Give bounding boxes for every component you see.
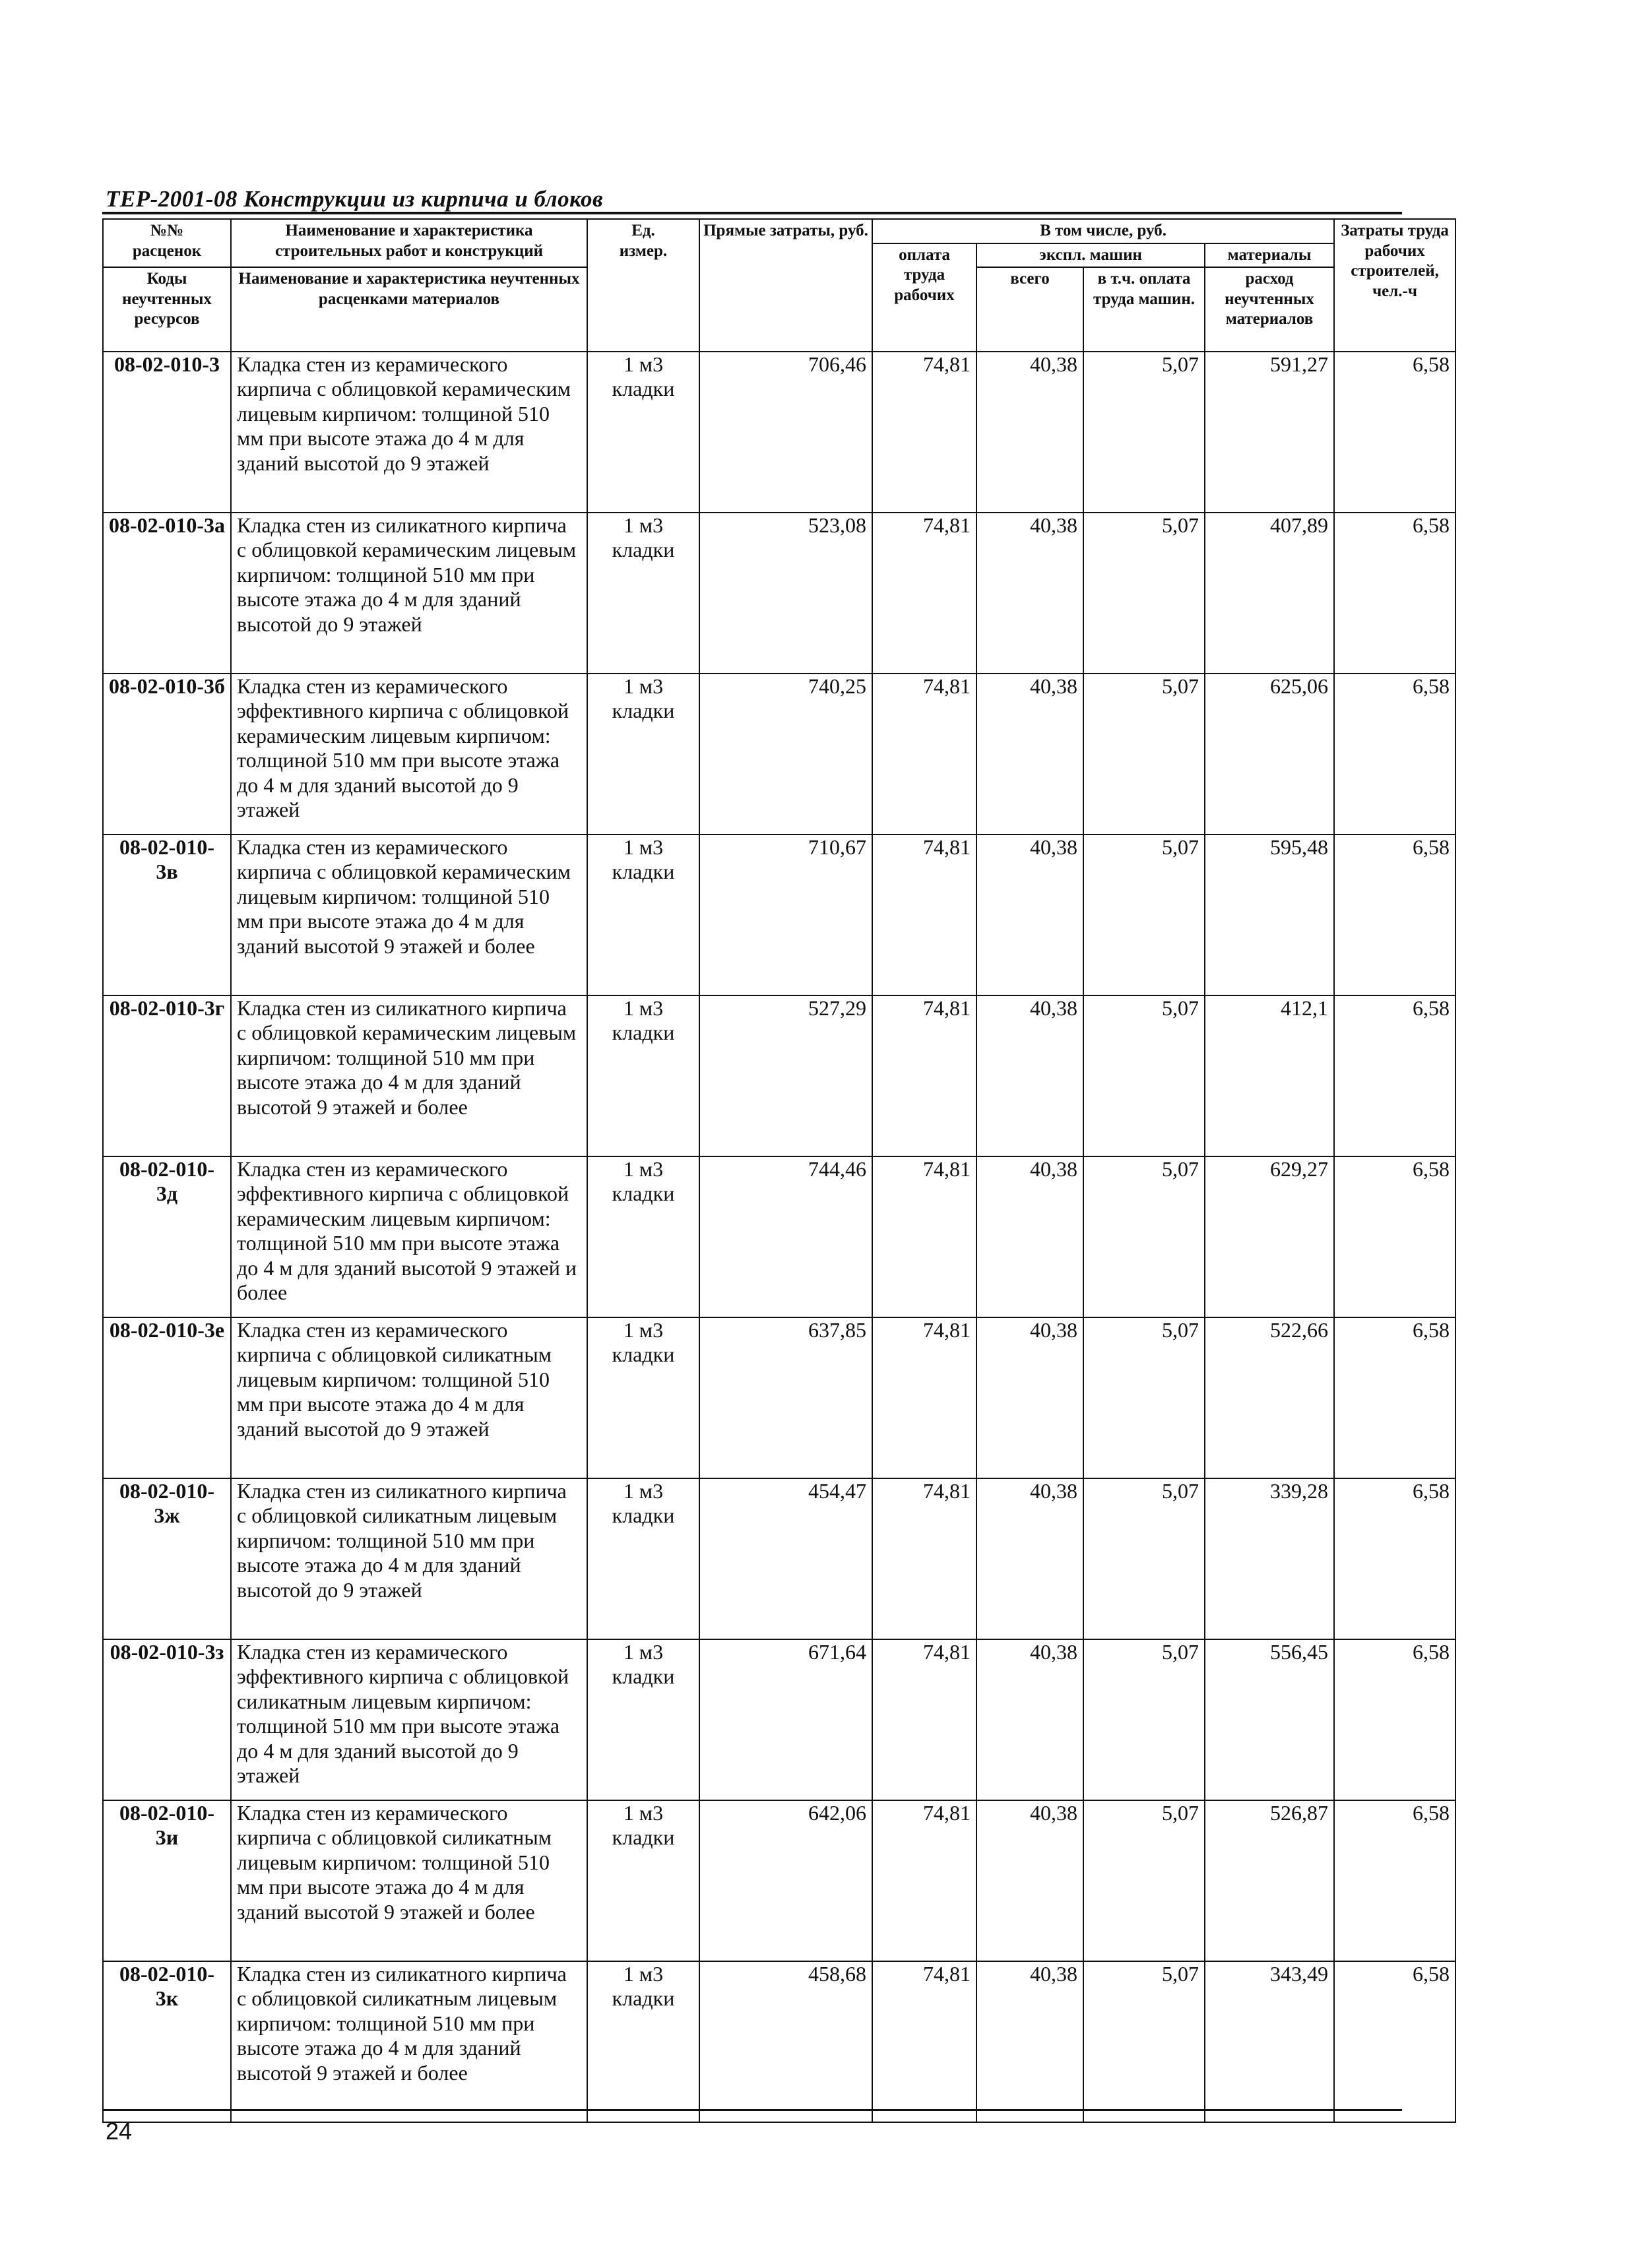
labor-pay-cell: 74,81 xyxy=(872,1156,976,1317)
table-row xyxy=(103,1800,1455,1961)
page-number: 24 xyxy=(106,2118,133,2145)
materials-cell: 407,89 xyxy=(1205,513,1334,674)
direct-costs-cell: 740,25 xyxy=(699,674,872,835)
labor-pay-cell: 74,81 xyxy=(872,1639,976,1800)
labor-hours-cell: 6,58 xyxy=(1334,1961,1455,2122)
direct-costs-cell: 710,67 xyxy=(699,835,872,995)
header-text: расценок xyxy=(132,241,202,260)
labor-hours-cell: 6,58 xyxy=(1334,1317,1455,1478)
unit-cell: 1 м3 кладки xyxy=(587,1317,699,1478)
header-cell-including: В том числе, руб. xyxy=(872,219,1334,243)
rate-code-cell: 08-02-010-3в xyxy=(103,835,231,995)
labor-pay-cell: 74,81 xyxy=(872,1800,976,1961)
machines-total-cell: 40,38 xyxy=(976,1639,1083,1800)
header-cell-rate-number xyxy=(103,219,231,267)
machines-total-cell: 40,38 xyxy=(976,1317,1083,1478)
labor-pay-cell: 74,81 xyxy=(872,674,976,835)
table-row xyxy=(103,995,1455,1156)
rate-code-cell: 08-02-010-3а xyxy=(103,513,231,674)
machines-total-cell: 40,38 xyxy=(976,674,1083,835)
labor-hours-cell: 6,58 xyxy=(1334,995,1455,1156)
table-row xyxy=(103,674,1455,835)
direct-costs-cell: 523,08 xyxy=(699,513,872,674)
table-row xyxy=(103,835,1455,995)
work-description-cell: Кладка стен из силикатного кирпича с облицовкой керамическим лицевым кирпичом: толщиной 510 мм при высоте этажа до 4 м для зданий высотой 9 этажей и более xyxy=(231,995,587,1156)
rate-code-cell: 08-02-010-3з xyxy=(103,1639,231,1800)
work-description-cell: Кладка стен из керамического эффективного кирпича с облицовкой керамическим лицевым кирпичом: толщиной 510 мм при высоте этажа до 4 м для зданий высотой 9 этажей и более xyxy=(231,1156,587,1317)
machines-labor-cell: 5,07 xyxy=(1083,995,1205,1156)
labor-hours-cell: 6,58 xyxy=(1334,1800,1455,1961)
header-text: №№ xyxy=(150,222,184,239)
unit-cell: 1 м3 кладки xyxy=(587,674,699,835)
unit-cell: 1 м3 кладки xyxy=(587,835,699,995)
machines-labor-cell: 5,07 xyxy=(1083,1800,1205,1961)
table-row xyxy=(103,1639,1455,1800)
work-description-cell: Кладка стен из керамического эффективного кирпича с облицовкой силикатным лицевым кирпичом: толщиной 510 мм при высоте этажа до 4 м для зданий высотой до 9 этажей xyxy=(231,1639,587,1800)
table-row xyxy=(103,1478,1455,1639)
direct-costs-cell: 527,29 xyxy=(699,995,872,1156)
unit-cell: 1 м3 кладки xyxy=(587,1961,699,2122)
work-description-cell: Кладка стен из силикатного кирпича с облицовкой силикатным лицевым кирпичом: толщиной 510 мм при высоте этажа до 4 м для зданий высотой до 9 этажей xyxy=(231,1478,587,1639)
unit-cell: 1 м3 кладки xyxy=(587,995,699,1156)
materials-cell: 595,48 xyxy=(1205,835,1334,995)
labor-pay-cell: 74,81 xyxy=(872,1317,976,1478)
header-cell-machines: экспл. машин xyxy=(976,243,1205,268)
header-cell-materials-name: Наименование и характеристика неучтенных расценками материалов xyxy=(231,267,587,352)
header-cell-labor-costs xyxy=(1334,219,1455,352)
direct-costs-cell: 637,85 xyxy=(699,1317,872,1478)
unit-cell: 1 м3 кладки xyxy=(587,1156,699,1317)
machines-labor-cell: 5,07 xyxy=(1083,1961,1205,2122)
table-row xyxy=(103,513,1455,674)
labor-hours-cell: 6,58 xyxy=(1334,513,1455,674)
header-text: измер. xyxy=(619,241,668,260)
header-cell-machines-total: всего xyxy=(976,267,1083,352)
labor-hours-cell: 6,58 xyxy=(1334,835,1455,995)
header-text: оплата xyxy=(899,245,950,264)
materials-cell: 339,28 xyxy=(1205,1478,1334,1639)
rate-code-cell: 08-02-010-3и xyxy=(103,1800,231,1961)
materials-cell: 522,66 xyxy=(1205,1317,1334,1478)
labor-pay-cell: 74,81 xyxy=(872,1478,976,1639)
table-row xyxy=(103,1156,1455,1317)
machines-total-cell: 40,38 xyxy=(976,1478,1083,1639)
machines-total-cell: 40,38 xyxy=(976,513,1083,674)
materials-cell: 629,27 xyxy=(1205,1156,1334,1317)
labor-pay-cell: 74,81 xyxy=(872,835,976,995)
footer-rule xyxy=(102,2109,1402,2111)
machines-labor-cell: 5,07 xyxy=(1083,674,1205,835)
materials-cell: 556,45 xyxy=(1205,1639,1334,1800)
rate-code-cell: 08-02-010-3к xyxy=(103,1961,231,2122)
machines-labor-cell: 5,07 xyxy=(1083,1317,1205,1478)
header-text: Затраты труда xyxy=(1341,222,1449,239)
work-description-cell: Кладка стен из керамического кирпича с облицовкой силикатным лицевым кирпичом: толщиной 510 мм при высоте этажа до 4 м для зданий высотой до 9 этажей xyxy=(231,1317,587,1478)
direct-costs-cell: 454,47 xyxy=(699,1478,872,1639)
unit-cell: 1 м3 кладки xyxy=(587,1800,699,1961)
materials-cell: 343,49 xyxy=(1205,1961,1334,2122)
labor-pay-cell: 74,81 xyxy=(872,352,976,513)
work-description-cell: Кладка стен из керамического кирпича с облицовкой силикатным лицевым кирпичом: толщиной 510 мм при высоте этажа до 4 м для зданий высотой 9 этажей и более xyxy=(231,1800,587,1961)
labor-hours-cell: 6,58 xyxy=(1334,674,1455,835)
labor-pay-cell: 74,81 xyxy=(872,1961,976,2122)
header-cell-materials: материалы xyxy=(1205,243,1334,268)
header-cell-labor-pay xyxy=(872,243,976,352)
machines-total-cell: 40,38 xyxy=(976,1156,1083,1317)
direct-costs-cell: 671,64 xyxy=(699,1639,872,1800)
labor-hours-cell: 6,58 xyxy=(1334,1639,1455,1800)
header-cell-machines-labor: в т.ч. оплата труда машин. xyxy=(1083,267,1205,352)
machines-labor-cell: 5,07 xyxy=(1083,1478,1205,1639)
header-cell-materials-consumption: расход неучтенных материалов xyxy=(1205,267,1334,352)
rate-code-cell: 08-02-010-3ж xyxy=(103,1478,231,1639)
header-cell-direct-costs xyxy=(699,219,872,352)
rate-code-cell: 08-02-010-3д xyxy=(103,1156,231,1317)
rate-code-cell: 08-02-010-3г xyxy=(103,995,231,1156)
direct-costs-cell: 642,06 xyxy=(699,1800,872,1961)
materials-cell: 625,06 xyxy=(1205,674,1334,835)
rate-code-cell: 08-02-010-3е xyxy=(103,1317,231,1478)
work-description-cell: Кладка стен из силикатного кирпича с облицовкой силикатным лицевым кирпичом: толщиной 510 мм при высоте этажа до 4 м для зданий высотой 9 этажей и более xyxy=(231,1961,587,2122)
labor-hours-cell: 6,58 xyxy=(1334,352,1455,513)
materials-cell: 526,87 xyxy=(1205,1800,1334,1961)
labor-pay-cell: 74,81 xyxy=(872,995,976,1156)
rate-code-cell: 08-02-010-3б xyxy=(103,674,231,835)
machines-total-cell: 40,38 xyxy=(976,1800,1083,1961)
rates-table xyxy=(102,218,1456,2123)
header-text: Ед. xyxy=(631,222,655,239)
direct-costs-cell: 744,46 xyxy=(699,1156,872,1317)
machines-total-cell: 40,38 xyxy=(976,995,1083,1156)
header-text: рабочих строителей, чел.-ч xyxy=(1351,241,1439,300)
direct-costs-cell: 458,68 xyxy=(699,1961,872,2122)
machines-labor-cell: 5,07 xyxy=(1083,1639,1205,1800)
header-text: Прямые затраты, руб. xyxy=(703,222,868,239)
table-body xyxy=(103,352,1455,2122)
header-cell-resource-codes: Коды неучтенных ресурсов xyxy=(103,267,231,352)
materials-cell: 412,1 xyxy=(1205,995,1334,1156)
table-header xyxy=(103,219,1455,352)
unit-cell: 1 м3 кладки xyxy=(587,513,699,674)
machines-labor-cell: 5,07 xyxy=(1083,1156,1205,1317)
header-cell-unit xyxy=(587,219,699,352)
table-row xyxy=(103,352,1455,513)
work-description-cell: Кладка стен из керамического кирпича с облицовкой керамическим лицевым кирпичом: толщиной 510 мм при высоте этажа до 4 м для зданий высотой до 9 этажей xyxy=(231,352,587,513)
machines-total-cell: 40,38 xyxy=(976,835,1083,995)
rate-code-cell: 08-02-010-3 xyxy=(103,352,231,513)
direct-costs-cell: 706,46 xyxy=(699,352,872,513)
work-description-cell: Кладка стен из керамического эффективного кирпича с облицовкой керамическим лицевым кирпичом: толщиной 510 мм при высоте этажа до 4 м для зданий высотой до 9 этажей xyxy=(231,674,587,835)
unit-cell: 1 м3 кладки xyxy=(587,352,699,513)
header-text: строительных работ и конструкций xyxy=(274,241,544,260)
unit-cell: 1 м3 кладки xyxy=(587,1478,699,1639)
header-text: Наименование и характеристика xyxy=(285,222,533,239)
header-rule xyxy=(102,212,1402,214)
labor-hours-cell: 6,58 xyxy=(1334,1156,1455,1317)
table-row xyxy=(103,1317,1455,1478)
machines-labor-cell: 5,07 xyxy=(1083,835,1205,995)
work-description-cell: Кладка стен из силикатного кирпича с облицовкой керамическим лицевым кирпичом: толщиной 510 мм при высоте этажа до 4 м для зданий высотой до 9 этажей xyxy=(231,513,587,674)
machines-total-cell: 40,38 xyxy=(976,1961,1083,2122)
machines-labor-cell: 5,07 xyxy=(1083,513,1205,674)
materials-cell: 591,27 xyxy=(1205,352,1334,513)
document-header-title: ТЕР-2001-08 Конструкции из кирпича и блоков xyxy=(106,186,604,212)
header-text: труда рабочих xyxy=(894,266,955,304)
machines-labor-cell: 5,07 xyxy=(1083,352,1205,513)
machines-total-cell: 40,38 xyxy=(976,352,1083,513)
unit-cell: 1 м3 кладки xyxy=(587,1639,699,1800)
table-row xyxy=(103,1961,1455,2122)
header-cell-work-name xyxy=(231,219,587,267)
labor-hours-cell: 6,58 xyxy=(1334,1478,1455,1639)
work-description-cell: Кладка стен из керамического кирпича с облицовкой керамическим лицевым кирпичом: толщиной 510 мм при высоте этажа до 4 м для зданий высотой 9 этажей и более xyxy=(231,835,587,995)
labor-pay-cell: 74,81 xyxy=(872,513,976,674)
